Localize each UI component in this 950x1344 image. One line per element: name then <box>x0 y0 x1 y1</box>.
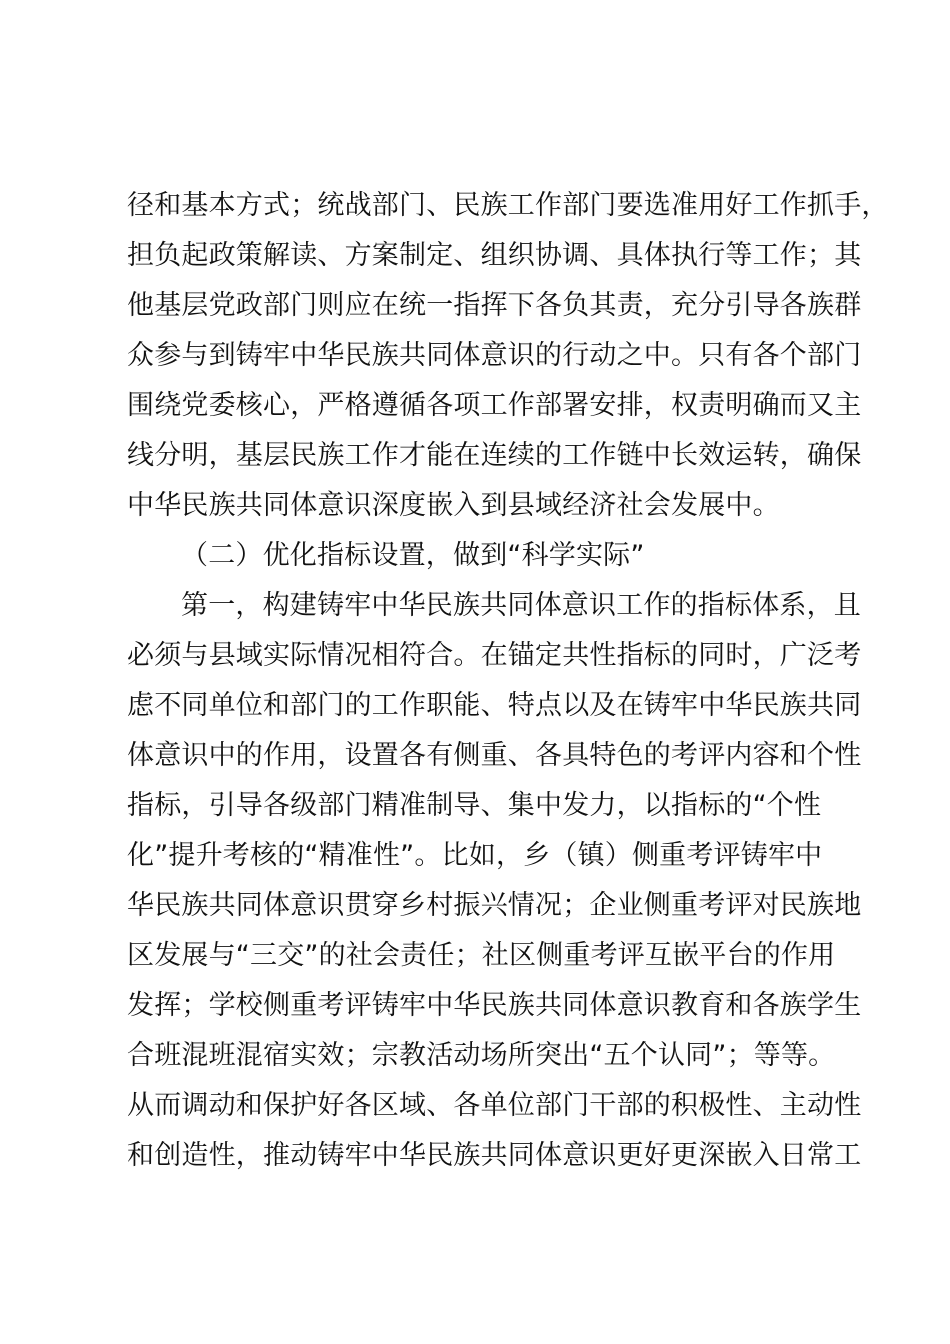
text-line: 化”提升考核的“精准性”。比如，乡（镇）侧重考评铸牢中 <box>127 840 823 871</box>
section-heading: （二）优化指标设置，做到“科学实际” <box>181 540 645 571</box>
text-line: 中华民族共同体意识深度嵌入到县域经济社会发展中。 <box>127 490 780 521</box>
text-line: 和创造性，推动铸牢中华民族共同体意识更好更深嵌入日常工 <box>127 1140 862 1171</box>
text-line: 众参与到铸牢中华民族共同体意识的行动之中。只有各个部门 <box>127 340 862 371</box>
text-line: 体意识中的作用，设置各有侧重、各具特色的考评内容和个性 <box>127 740 862 771</box>
body-text <box>127 181 889 1181</box>
text-line: 华民族共同体意识贯穿乡村振兴情况；企业侧重考评对民族地 <box>127 890 862 921</box>
text-line: 从而调动和保护好各区域、各单位部门干部的积极性、主动性 <box>127 1090 862 1121</box>
text-line: 指标，引导各级部门精准制导、集中发力，以指标的“个性 <box>127 790 822 821</box>
text-line: 发挥；学校侧重考评铸牢中华民族共同体意识教育和各族学生 <box>127 990 862 1021</box>
text-line: 线分明，基层民族工作才能在连续的工作链中长效运转，确保 <box>127 440 862 471</box>
text-line: 虑不同单位和部门的工作职能、特点以及在铸牢中华民族共同 <box>127 690 862 721</box>
text-line: 径和基本方式；统战部门、民族工作部门要选准用好工作抓手， <box>127 190 889 221</box>
text-line: 围绕党委核心，严格遵循各项工作部署安排，权责明确而又主 <box>127 390 862 421</box>
text-line: 第一，构建铸牢中华民族共同体意识工作的指标体系，且 <box>181 590 861 621</box>
text-line: 必须与县域实际情况相符合。在锚定共性指标的同时，广泛考 <box>127 640 862 671</box>
text-line: 区发展与“三交”的社会责任；社区侧重考评互嵌平台的作用 <box>127 940 836 971</box>
text-line: 他基层党政部门则应在统一指挥下各负其责，充分引导各族群 <box>127 290 862 321</box>
text-line: 合班混班混宿实效；宗教活动场所突出“五个认同”；等等。 <box>127 1040 836 1071</box>
text-line: 担负起政策解读、方案制定、组织协调、具体执行等工作；其 <box>127 240 862 271</box>
